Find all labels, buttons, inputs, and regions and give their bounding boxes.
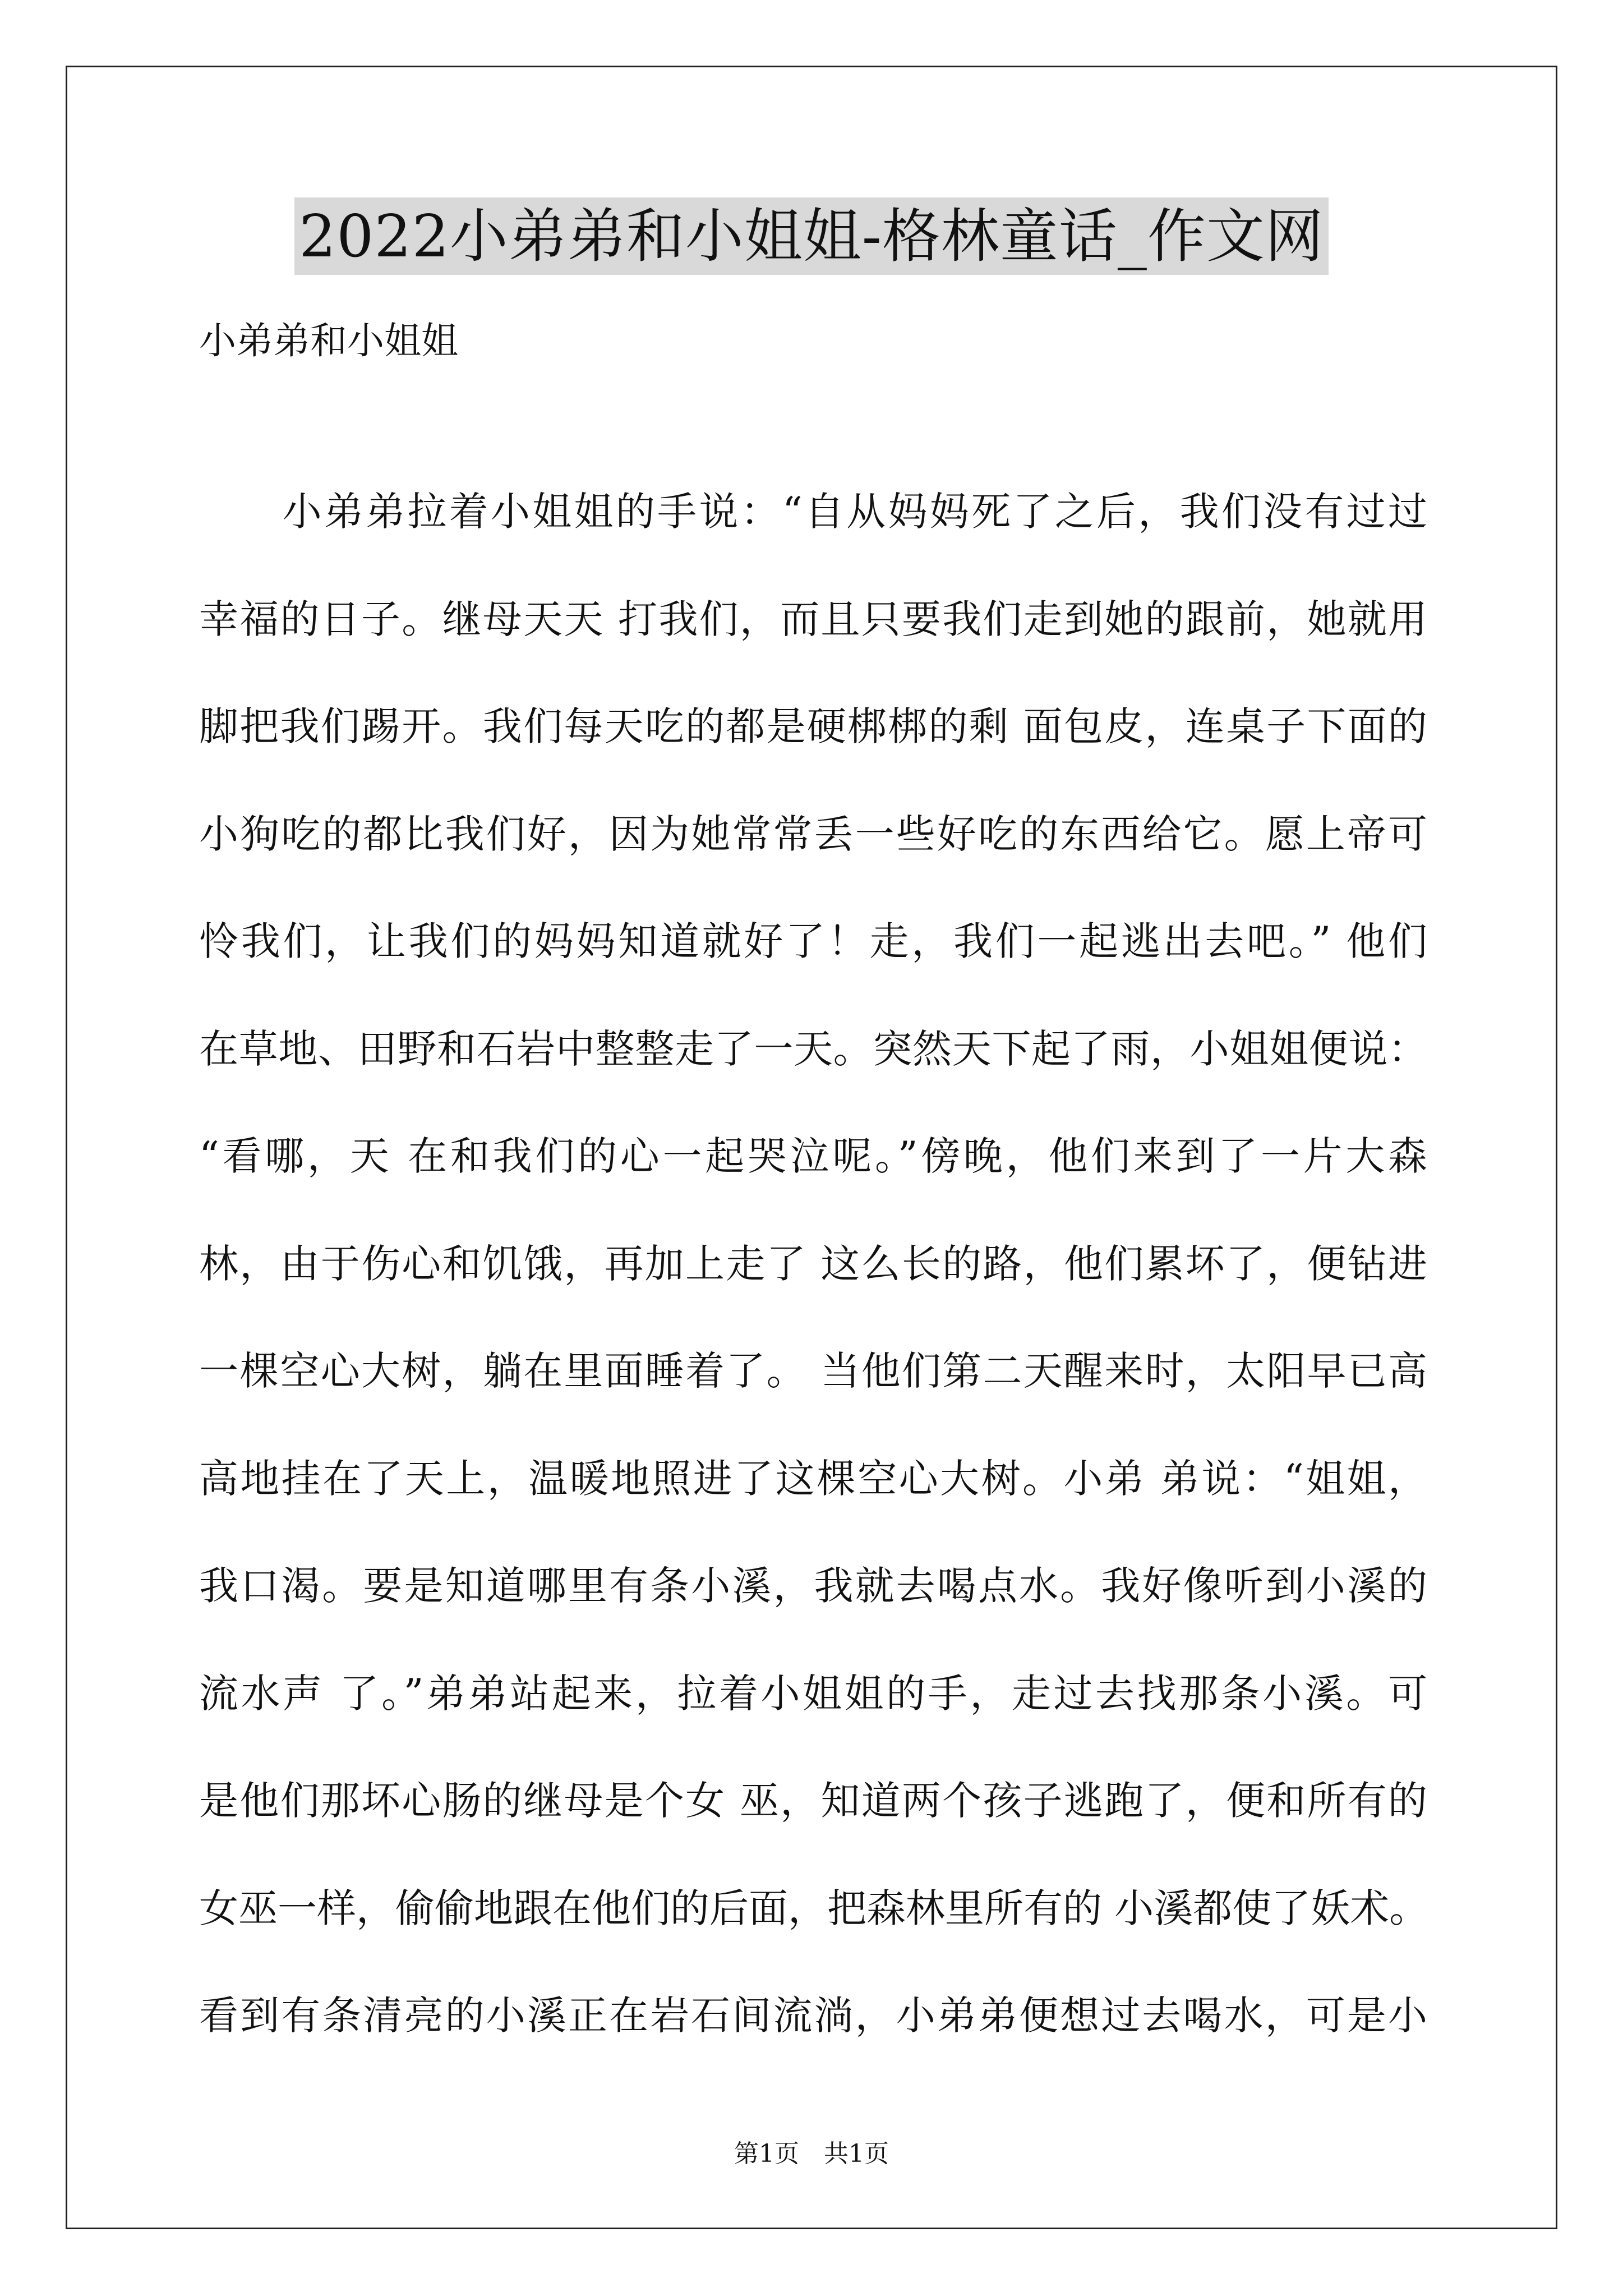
text-line: 一棵空心大树，躺在里面睡着了。 当他们第二天醒来时，太阳早已高 [199,1348,1427,1394]
text-line: 脚把我们踢开。我们每天吃的都是硬梆梆的剩 面包皮，连桌子下面的 [199,703,1427,749]
text-line: 林，由于伤心和饥饿，再加上走了 这么长的路，他们累坏了，便钻进 [199,1240,1427,1287]
text-line: 高地挂在了天上，温暖地照进了这棵空心大树。小弟 弟说：“姐姐， [199,1455,1427,1502]
text-line: 是他们那坏心肠的继母是个女 巫，知道两个孩子逃跑了，便和所有的 [199,1778,1427,1824]
text-line: 小弟弟拉着小姐姐的手说：“自从妈妈死了之后，我们没有过过 [199,489,1427,535]
text-line: 幸福的日子。继母天天 打我们，而且只要我们走到她的跟前，她就用 [199,596,1427,642]
text-line: 我口渴。要是知道哪里有条小溪，我就去喝点水。我好像听到小溪的 [199,1563,1427,1609]
text-line: 看到有条清亮的小溪正在岩石间流淌，小弟弟便想过去喝水，可是小 [199,1993,1427,2039]
document-title: 2022小弟弟和小姐姐-格林童话_作文网 [294,197,1329,275]
page-number-footer: 第1页 共1页 [734,2139,889,2168]
text-line: 怜我们，让我们的妈妈知道就好了！走，我们一起逃出去吧。” 他们 [199,918,1427,964]
text-line: 小狗吃的都比我们好，因为她常常丢一些好吃的东西给它。愿上帝可 [199,811,1427,857]
text-line: 流水声 了。”弟弟站起来，拉着小姐姐的手，走过去找那条小溪。可 [199,1670,1427,1717]
text-line: 女巫一样，偷偷地跟在他们的后面，把森林里所有的 小溪都使了妖术。 [199,1885,1429,1931]
text-line: “看哪，天 在和我们的心一起哭泣呢。”傍晚，他们来到了一片大森 [199,1133,1427,1179]
body-paragraph [199,458,1427,2070]
title-container [0,197,1623,275]
text-line: 在草地、田野和石岩中整整走了一天。突然天下起了雨，小姐姐便说： [199,1025,1427,1072]
document-subtitle: 小弟弟和小姐姐 [199,319,458,362]
